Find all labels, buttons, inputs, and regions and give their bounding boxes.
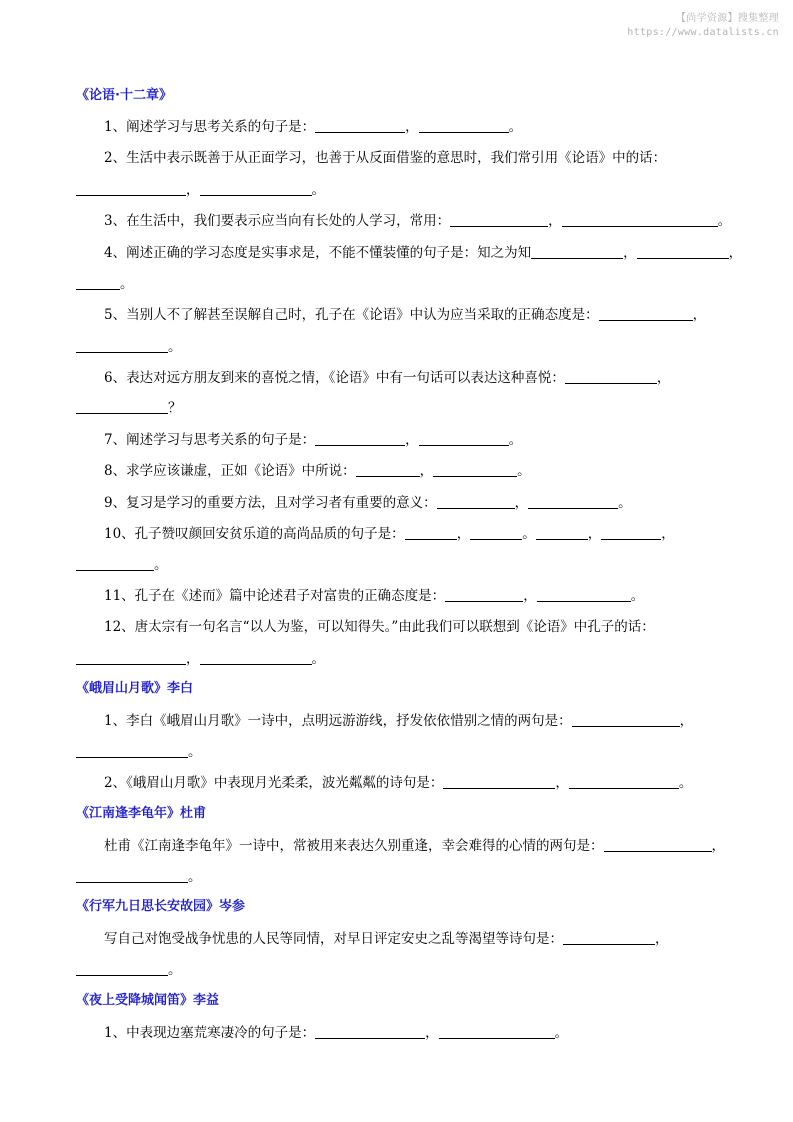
punctuation: 。 (188, 869, 202, 885)
answer-blank[interactable] (528, 495, 618, 509)
question-text: 7、阐述学习与思考关系的句子是： (104, 432, 316, 448)
punctuation: ， (514, 495, 529, 511)
question-11 (0, 586, 793, 606)
question-6-answers (0, 398, 793, 418)
punctuation: ， (656, 370, 671, 386)
answer-blank[interactable] (604, 838, 712, 852)
punctuation: 。 (517, 463, 531, 479)
question-10-answers (0, 555, 793, 575)
punctuation: 。 (554, 1025, 569, 1041)
answer-blank[interactable] (76, 557, 154, 571)
question-2 (0, 148, 793, 168)
answer-blank[interactable] (419, 432, 509, 446)
xingjun-question (0, 929, 793, 949)
punctuation: ， (425, 1025, 439, 1041)
answer-blank[interactable] (572, 713, 680, 727)
question-4-answers (0, 274, 793, 294)
question-text: 2、《峨眉山月歌》中表现月光柔柔，波光粼粼的诗句是： (104, 775, 444, 791)
answer-blank[interactable] (565, 370, 657, 384)
question-7 (0, 430, 793, 450)
answer-blank[interactable] (76, 339, 168, 353)
answer-blank[interactable] (433, 463, 517, 477)
punctuation: 。 (168, 962, 182, 978)
answer-blank[interactable] (419, 119, 509, 133)
answer-blank[interactable] (637, 245, 729, 259)
question-text: 5、当别人不了解甚至误解自己时，孔子在《论语》中认为应当采取的正确态度是： (104, 307, 599, 323)
question-text: 3、在生活中，我们要表示应当向有长处的人学习，常用： (104, 213, 451, 229)
yeshang-question-1 (0, 1023, 793, 1043)
punctuation: 。 (508, 432, 523, 448)
question-text: 4、阐述正确的学习态度是实事求是，不能不懂装懂的句子是：知之为知 (104, 245, 532, 261)
question-2-answers (0, 180, 793, 200)
punctuation: ， (523, 588, 537, 604)
punctuation: 。 (154, 557, 168, 573)
question-text: 杜甫《江南逢李龟年》一诗中，常被用来表达久别重逢，幸会难得的心情的两句是： (104, 838, 604, 854)
punctuation: ， (405, 119, 419, 135)
answer-blank[interactable] (569, 775, 679, 789)
punctuation: ， (555, 775, 569, 791)
question-text: 1、李白《峨眉山月歌》一诗中，点明远游游线，抒发依依惜别之情的两句是： (104, 713, 572, 729)
punctuation: 。 (522, 526, 536, 542)
answer-blank[interactable] (537, 588, 631, 602)
answer-blank[interactable] (470, 526, 522, 540)
section-heading-xingjun: 《行军九日思长安故园》岑参 (76, 899, 246, 914)
answer-blank[interactable] (562, 213, 718, 227)
question-12 (0, 617, 793, 637)
question-text: 2、生活中表示既善于从正面学习，也善于从反面借鉴的意思时，我们常引用《论语》中的话： (104, 150, 667, 166)
answer-blank[interactable] (599, 307, 693, 321)
question-text: 12、唐太宗有一句名言“以人为鉴，可以知得失。”由此我们可以联想到《论语》中孔子的话： (104, 619, 655, 635)
question-4 (0, 243, 793, 263)
section-heading-yeshang: 《夜上受降城闻笛》李益 (76, 993, 220, 1008)
section-heading-emei: 《峨眉山月歌》李白 (76, 681, 194, 696)
answer-blank[interactable] (76, 651, 186, 665)
answer-blank[interactable] (563, 931, 655, 945)
punctuation: ， (548, 213, 562, 229)
question-10 (0, 524, 793, 544)
answer-blank[interactable] (76, 869, 188, 883)
question-3 (0, 211, 793, 231)
punctuation: 。 (188, 744, 202, 760)
question-text: 1、阐述学习与思考关系的句子是： (104, 119, 316, 135)
punctuation: 。 (630, 588, 645, 604)
watermark-title: 【尚学资源】搜集整理 (676, 13, 779, 24)
punctuation: 。 (508, 119, 523, 135)
answer-blank[interactable] (356, 463, 420, 477)
punctuation: ， (623, 245, 637, 261)
punctuation: ， (711, 838, 725, 854)
watermark (627, 12, 779, 40)
answer-blank[interactable] (405, 526, 457, 540)
watermark-url: https://www.datalists.cn (627, 27, 779, 38)
question-8 (0, 461, 793, 481)
punctuation: 。 (618, 495, 632, 511)
punctuation: ， (692, 307, 707, 323)
punctuation: 。 (311, 182, 325, 198)
punctuation: ， (587, 526, 602, 542)
emei-question-2 (0, 773, 793, 793)
question-text: 8、求学应该谦虚，正如《论语》中所说： (104, 463, 356, 479)
punctuation: ， (661, 526, 675, 542)
answer-blank[interactable] (315, 432, 405, 446)
section-heading-lunyu: 《论语·十二章》 (76, 88, 172, 103)
answer-blank[interactable] (536, 526, 588, 540)
question-text: 6、表达对远方朋友到来的喜悦之情，《论语》中有一句话可以表达这种喜悦： (104, 370, 565, 386)
punctuation: ， (186, 182, 200, 198)
punctuation: 。 (678, 775, 693, 791)
answer-blank[interactable] (76, 276, 120, 290)
answer-blank[interactable] (445, 588, 523, 602)
question-text: 1、中表现边塞荒寒凄冷的句子是： (104, 1025, 316, 1041)
answer-blank[interactable] (200, 651, 312, 665)
answer-blank[interactable] (531, 245, 623, 259)
punctuation: ， (728, 245, 743, 261)
punctuation: 。 (311, 651, 325, 667)
question-12-answers (0, 649, 793, 669)
answer-blank[interactable] (437, 495, 515, 509)
answer-blank[interactable] (439, 1025, 555, 1039)
question-text: 写自己对饱受战争忧患的人民等同情，对早日评定安史之乱等渴望等诗句是： (104, 931, 563, 947)
answer-blank[interactable] (200, 182, 312, 196)
question-text: 9、复习是学习的重要方法，且对学习者有重要的意义： (104, 495, 437, 511)
question-text: 10、孔子赞叹颜回安贫乐道的高尚品质的句子是： (104, 526, 405, 542)
question-5-answers (0, 337, 793, 357)
jiangnan-question-answers (0, 867, 793, 887)
answer-blank[interactable] (315, 1025, 425, 1039)
answer-blank[interactable] (76, 182, 186, 196)
question-1 (0, 117, 793, 137)
question-text: 11、孔子在《述而》篇中论述君子对富贵的正确态度是： (104, 588, 446, 604)
jiangnan-question (0, 836, 793, 856)
punctuation: ， (186, 651, 200, 667)
answer-blank[interactable] (601, 526, 661, 540)
punctuation: ， (419, 463, 434, 479)
answer-blank[interactable] (315, 119, 405, 133)
question-9 (0, 493, 793, 513)
answer-blank[interactable] (76, 962, 168, 976)
punctuation: ， (679, 713, 694, 729)
question-6 (0, 368, 793, 388)
punctuation: 。 (717, 213, 732, 229)
emei-question-1-answers (0, 742, 793, 762)
punctuation: ， (456, 526, 471, 542)
answer-blank[interactable] (443, 775, 555, 789)
section-heading-jiangnan: 《江南逢李龟年》杜甫 (76, 806, 207, 821)
answer-blank[interactable] (76, 744, 188, 758)
punctuation: ， (405, 432, 419, 448)
question-5 (0, 305, 793, 325)
xingjun-question-answers (0, 960, 793, 980)
answer-blank[interactable] (450, 213, 548, 227)
punctuation: 。 (120, 276, 134, 292)
answer-blank[interactable] (76, 400, 168, 414)
punctuation: 。 (168, 339, 182, 355)
punctuation: ， (655, 931, 669, 947)
emei-question-1 (0, 711, 793, 731)
punctuation: ？ (168, 400, 182, 416)
